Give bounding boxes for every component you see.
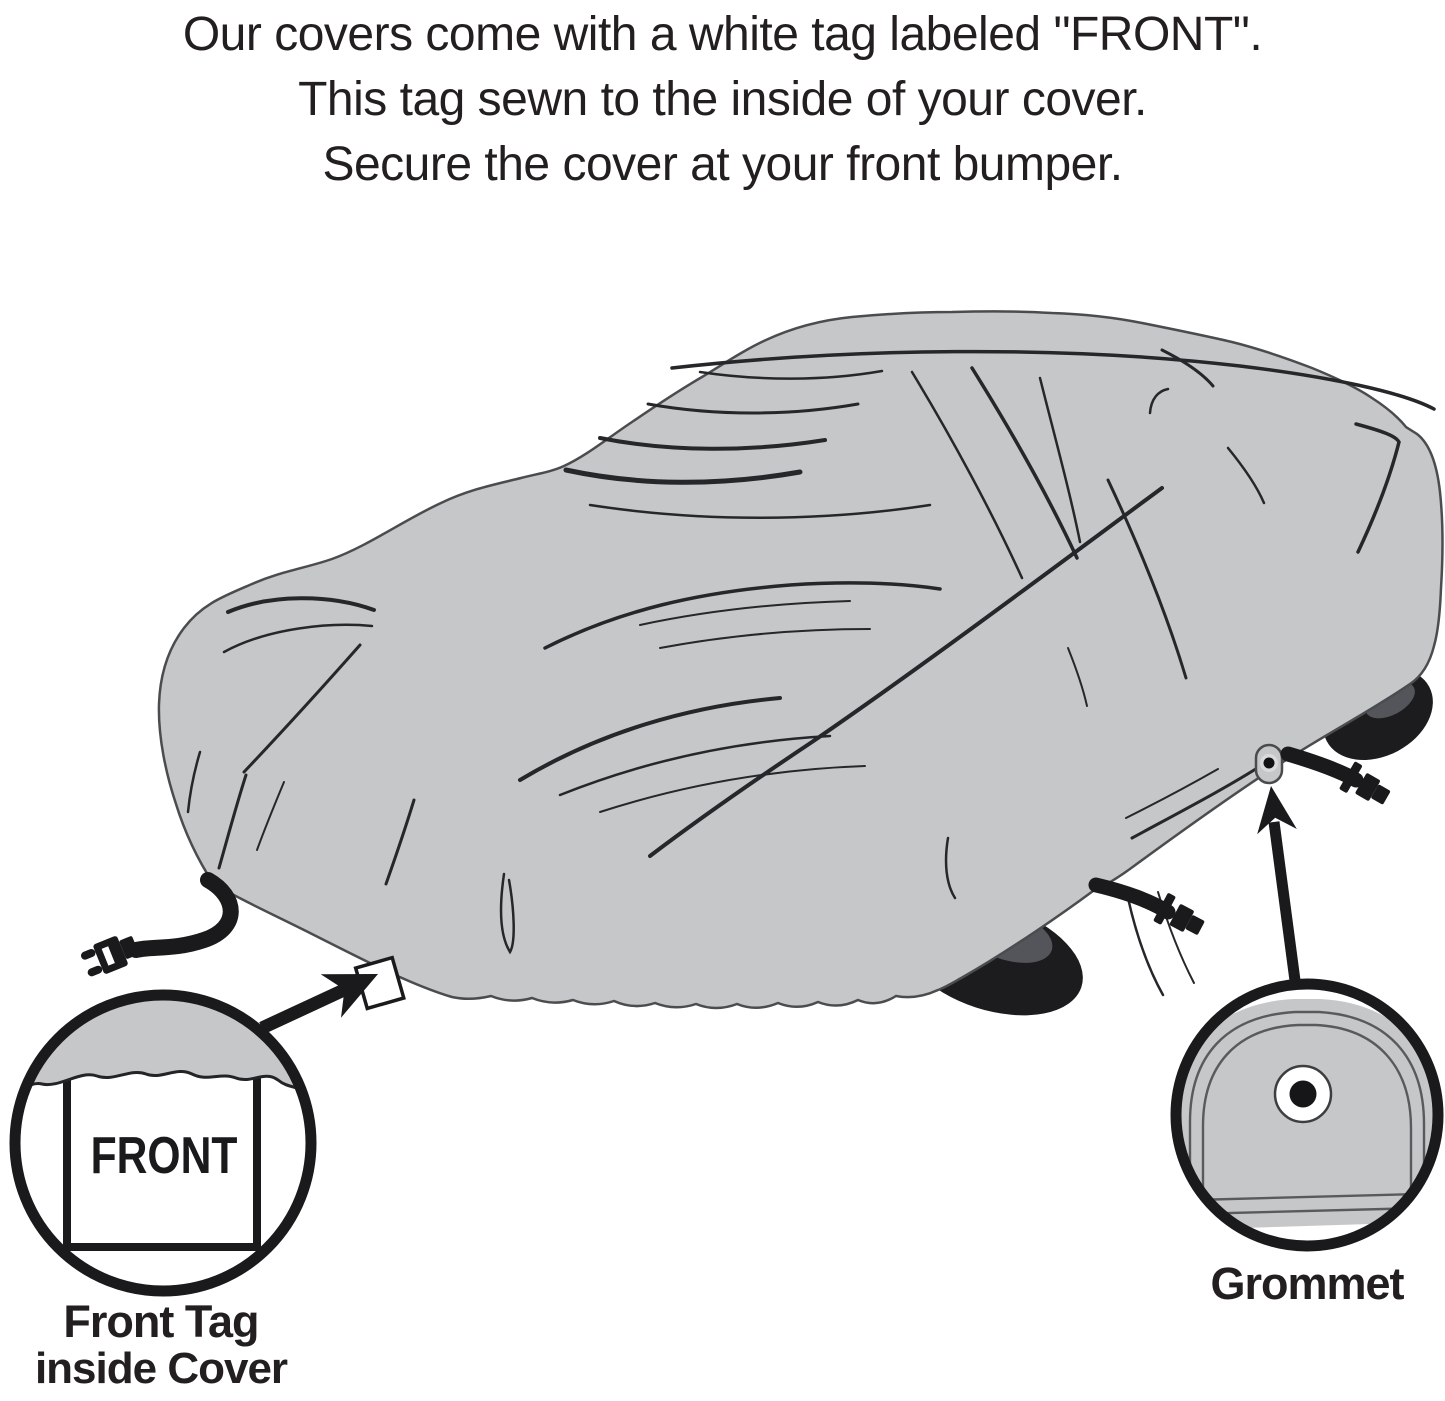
rear-strap <box>1288 754 1395 812</box>
instruction-line-1: Our covers come with a white tag labeled "FRONT". <box>182 8 1263 61</box>
grommet-inset <box>1176 984 1438 1246</box>
front-tag-caption-line2: inside Cover <box>34 1344 288 1393</box>
car-cover-illustration <box>159 311 1442 1008</box>
front-strap-buckle <box>79 930 142 980</box>
side-strap <box>1096 885 1209 942</box>
instruction-line-2: This tag sewn to the inside of your cover. <box>298 73 1147 126</box>
grommet-caption: Grommet <box>1210 1258 1404 1309</box>
grommet-inset-hole <box>1290 1081 1317 1108</box>
grommet-on-car <box>1256 745 1282 783</box>
front-tag-caption-line1: Front Tag <box>63 1296 259 1347</box>
instruction-line-3: Secure the cover at your front bumper. <box>322 138 1123 191</box>
grommet-on-car-hole <box>1264 758 1275 769</box>
grommet-arrow <box>1251 783 1297 988</box>
front-tag-label: FRONT <box>90 1127 238 1185</box>
car-cover-body <box>159 311 1442 1008</box>
front-strap <box>79 880 231 980</box>
